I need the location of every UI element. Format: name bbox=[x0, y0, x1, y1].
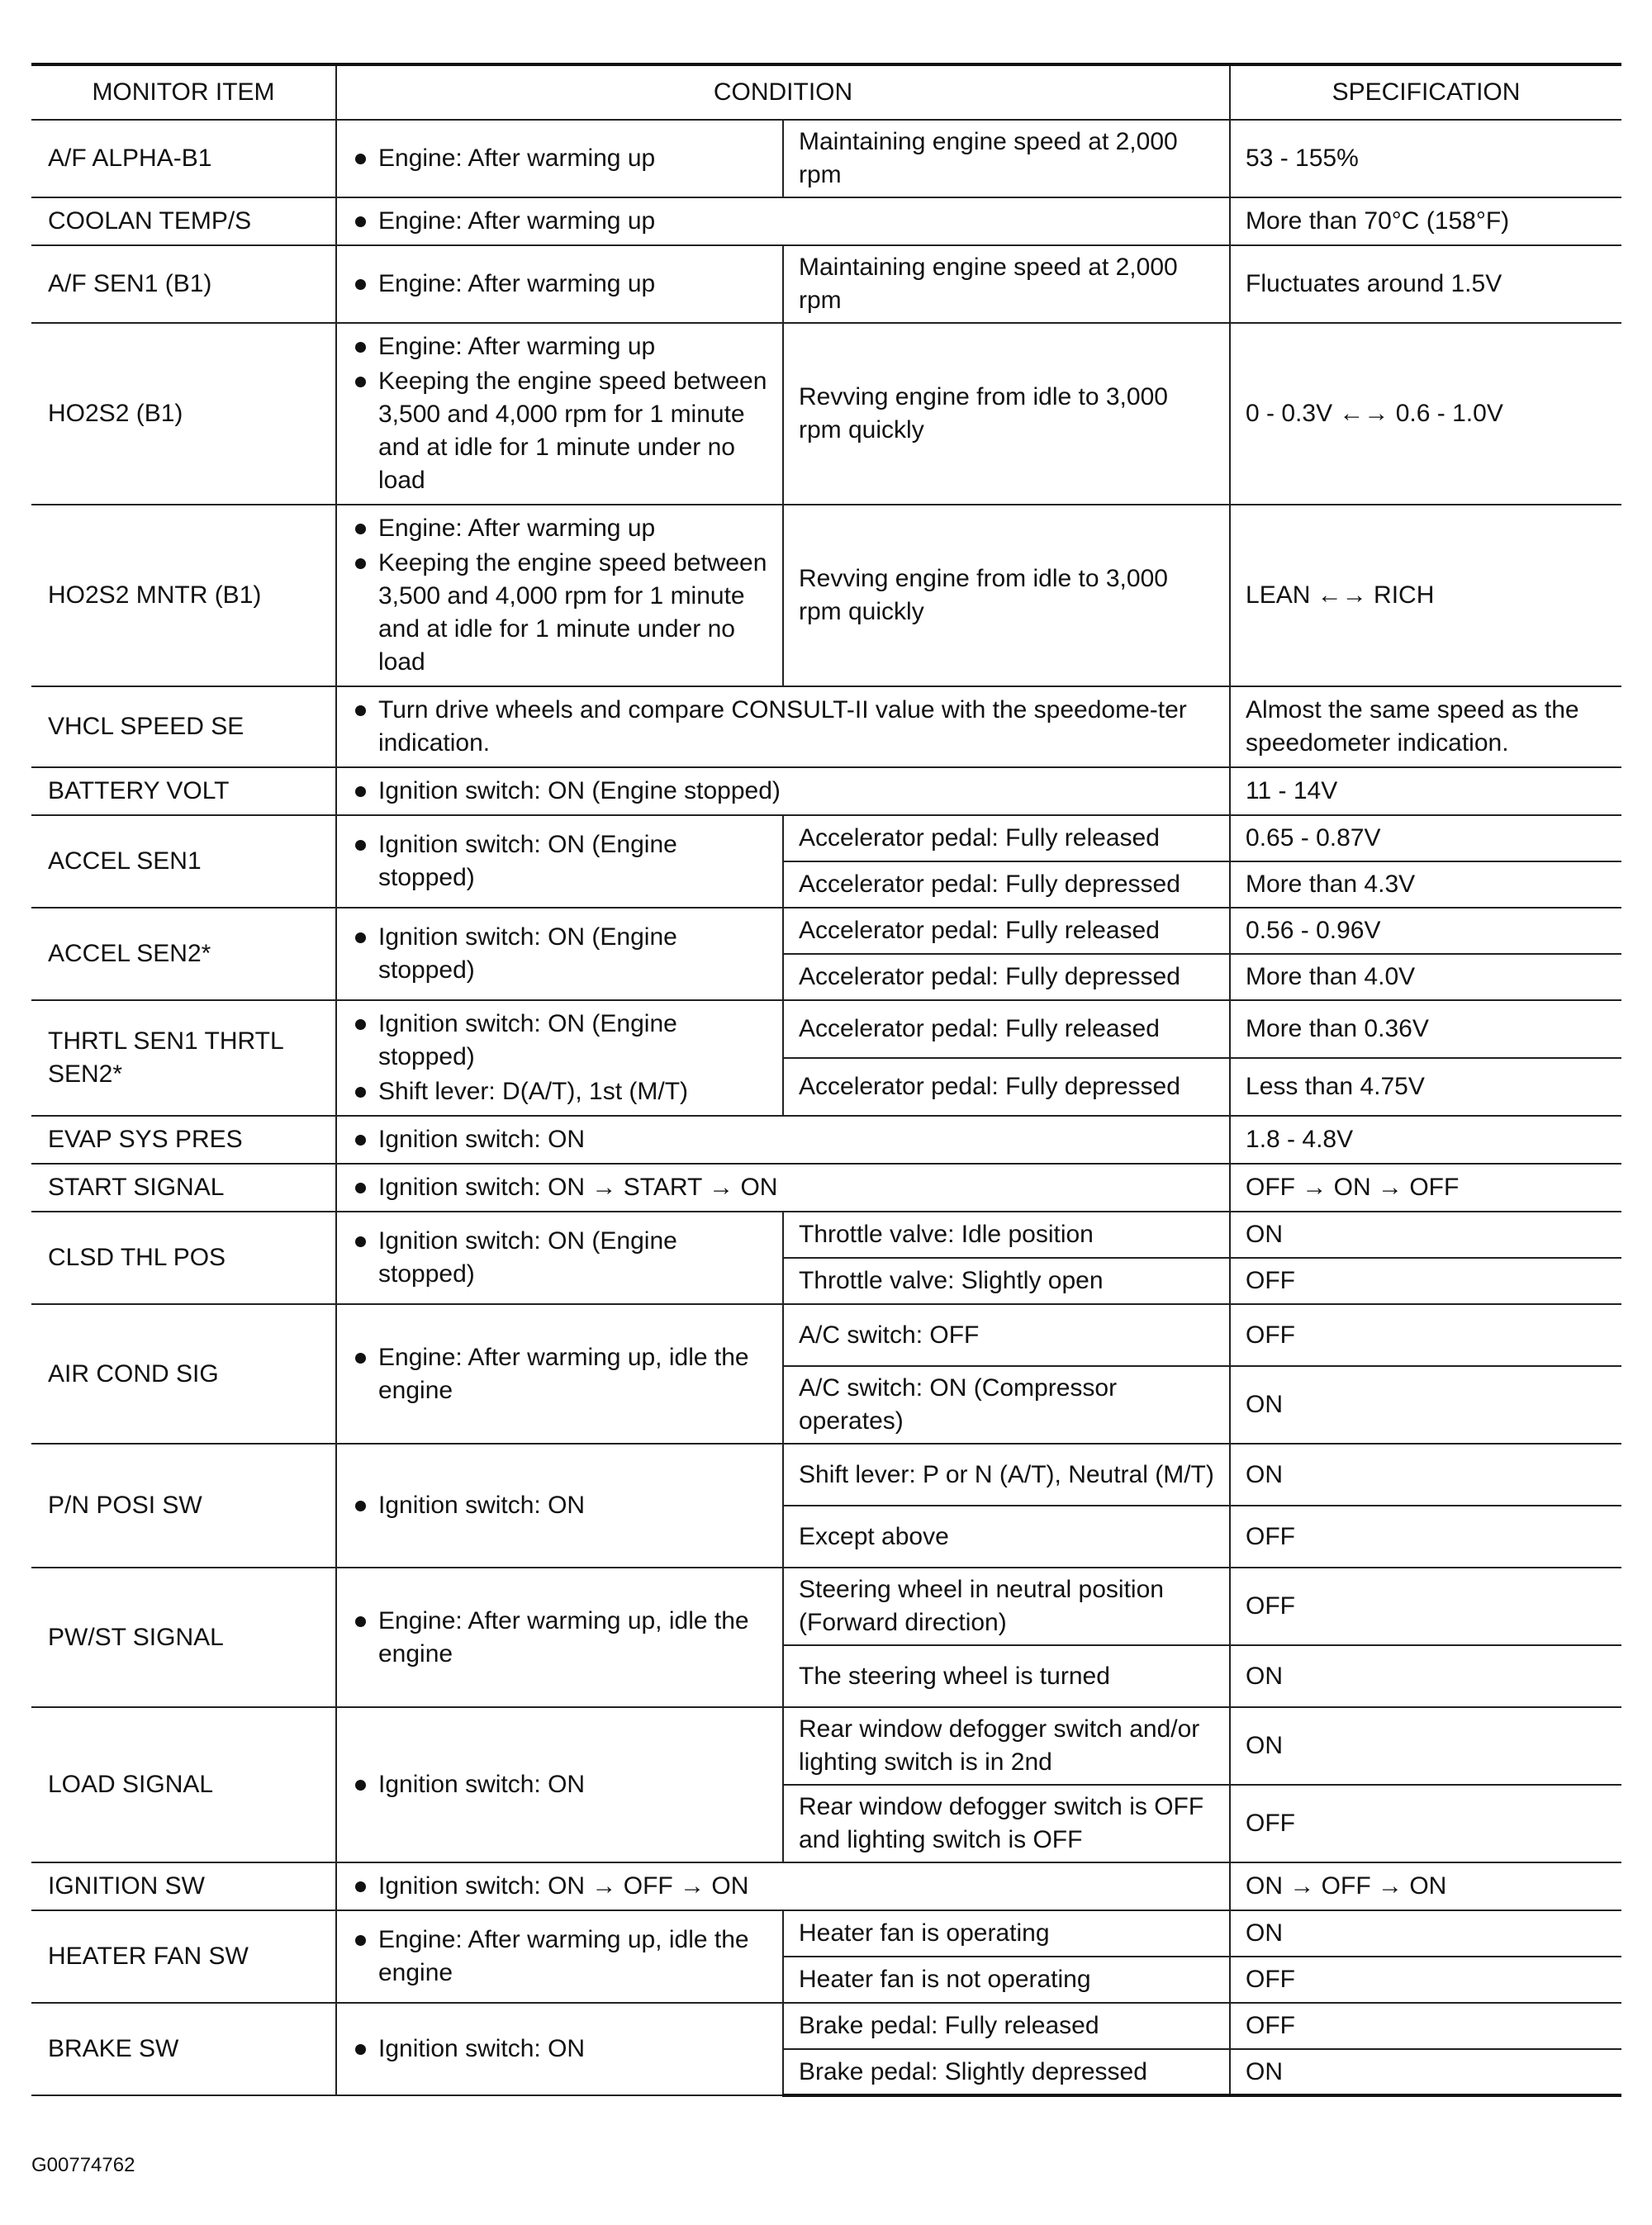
specification-cell: More than 4.3V bbox=[1230, 861, 1621, 908]
specification-cell: ON bbox=[1230, 1366, 1621, 1444]
condition-list bbox=[352, 694, 1214, 760]
monitor-item-cell: START SIGNAL bbox=[31, 1164, 336, 1212]
sub-condition-cell: Revving engine from idle to 3,000 rpm quickly bbox=[783, 323, 1230, 505]
monitor-item-cell: AIR COND SIG bbox=[31, 1304, 336, 1444]
table-row bbox=[31, 1164, 1621, 1212]
sub-condition-cell: Steering wheel in neutral position (Forward direction) bbox=[783, 1568, 1230, 1645]
condition-header: CONDITION bbox=[336, 64, 1230, 120]
specification-cell: LEAN ←→ RICH bbox=[1230, 505, 1621, 686]
condition-item: Keeping the engine speed between 3,500 and 4,000 rpm for 1 minute and at idle for 1 minute under no load bbox=[352, 365, 767, 497]
table-row bbox=[31, 1116, 1621, 1164]
table-row bbox=[31, 120, 1621, 197]
sub-condition-cell: Rear window defogger switch is OFF and lighting switch is OFF bbox=[783, 1785, 1230, 1862]
sub-condition-cell: The steering wheel is turned bbox=[783, 1645, 1230, 1707]
specification-cell: 0.56 - 0.96V bbox=[1230, 908, 1621, 954]
condition-item: Engine: After warming up bbox=[352, 268, 767, 301]
monitor-spec-table bbox=[31, 63, 1621, 2097]
condition-cell bbox=[336, 197, 1230, 245]
sub-condition-cell: Heater fan is operating bbox=[783, 1910, 1230, 1957]
monitor-item-cell: A/F SEN1 (B1) bbox=[31, 245, 336, 323]
condition-item: Ignition switch: ON bbox=[352, 1489, 767, 1522]
condition-list bbox=[352, 330, 767, 497]
monitor-item-cell: CLSD THL POS bbox=[31, 1212, 336, 1304]
specification-cell: Almost the same speed as the speedometer indication. bbox=[1230, 686, 1621, 767]
specification-cell: OFF bbox=[1230, 1506, 1621, 1568]
condition-item: Ignition switch: ON → START → ON bbox=[352, 1171, 1214, 1204]
table-row bbox=[31, 1707, 1621, 1785]
sub-condition-cell: Shift lever: P or N (A/T), Neutral (M/T) bbox=[783, 1444, 1230, 1506]
condition-list bbox=[352, 142, 767, 175]
monitor-item-cell: BRAKE SW bbox=[31, 2003, 336, 2095]
condition-list bbox=[352, 1341, 767, 1407]
condition-item: Ignition switch: ON (Engine stopped) bbox=[352, 1225, 767, 1291]
condition-item: Ignition switch: ON → OFF → ON bbox=[352, 1870, 1214, 1903]
sub-condition-cell: Revving engine from idle to 3,000 rpm quickly bbox=[783, 505, 1230, 686]
specification-cell: More than 0.36V bbox=[1230, 1000, 1621, 1058]
sub-condition-cell: Accelerator pedal: Fully released bbox=[783, 908, 1230, 954]
table-body bbox=[31, 120, 1621, 2095]
condition-list bbox=[352, 1924, 767, 1990]
sub-condition-cell: Heater fan is not operating bbox=[783, 1957, 1230, 2003]
sub-condition-cell: Rear window defogger switch and/or lighting switch is in 2nd bbox=[783, 1707, 1230, 1785]
condition-cell bbox=[336, 908, 783, 1000]
table-row bbox=[31, 767, 1621, 815]
specification-cell: OFF bbox=[1230, 1304, 1621, 1366]
condition-list bbox=[352, 775, 1214, 808]
condition-item: Shift lever: D(A/T), 1st (M/T) bbox=[352, 1075, 767, 1108]
specification-cell: OFF bbox=[1230, 1258, 1621, 1304]
header-row bbox=[31, 64, 1621, 120]
table-row bbox=[31, 505, 1621, 686]
specification-cell: OFF bbox=[1230, 1568, 1621, 1645]
condition-cell bbox=[336, 1304, 783, 1444]
condition-item: Ignition switch: ON (Engine stopped) bbox=[352, 1008, 767, 1074]
monitor-item-cell: HO2S2 MNTR (B1) bbox=[31, 505, 336, 686]
table-row bbox=[31, 245, 1621, 323]
condition-list bbox=[352, 921, 767, 987]
monitor-item-cell: P/N POSI SW bbox=[31, 1444, 336, 1568]
condition-list bbox=[352, 1008, 767, 1108]
specification-cell: OFF bbox=[1230, 1957, 1621, 2003]
condition-list bbox=[352, 828, 767, 894]
condition-cell bbox=[336, 1444, 783, 1568]
condition-cell bbox=[336, 1116, 1230, 1164]
condition-item: Ignition switch: ON (Engine stopped) bbox=[352, 921, 767, 987]
table-row bbox=[31, 1304, 1621, 1366]
table-row bbox=[31, 1212, 1621, 1258]
condition-list bbox=[352, 1605, 767, 1671]
condition-cell bbox=[336, 686, 1230, 767]
condition-cell bbox=[336, 505, 783, 686]
sub-condition-cell: Accelerator pedal: Fully depressed bbox=[783, 861, 1230, 908]
sub-condition-cell: A/C switch: OFF bbox=[783, 1304, 1230, 1366]
table-row bbox=[31, 2003, 1621, 2049]
monitor-item-cell: ACCEL SEN1 bbox=[31, 815, 336, 908]
condition-list bbox=[352, 1171, 1214, 1204]
condition-list bbox=[352, 1870, 1214, 1903]
condition-cell bbox=[336, 323, 783, 505]
specification-cell: ON bbox=[1230, 1444, 1621, 1506]
specification-cell: ON bbox=[1230, 1212, 1621, 1258]
specification-cell: 0 - 0.3V ←→ 0.6 - 1.0V bbox=[1230, 323, 1621, 505]
monitor-item-cell: COOLAN TEMP/S bbox=[31, 197, 336, 245]
condition-item: Ignition switch: ON bbox=[352, 2033, 767, 2066]
table-row bbox=[31, 1444, 1621, 1506]
condition-item: Engine: After warming up, idle the engine bbox=[352, 1924, 767, 1990]
condition-item: Engine: After warming up, idle the engine bbox=[352, 1341, 767, 1407]
condition-item: Engine: After warming up bbox=[352, 512, 767, 545]
condition-item: Engine: After warming up, idle the engine bbox=[352, 1605, 767, 1671]
condition-item: Ignition switch: ON (Engine stopped) bbox=[352, 775, 1214, 808]
specification-cell: Less than 4.75V bbox=[1230, 1058, 1621, 1116]
sub-condition-cell: Maintaining engine speed at 2,000 rpm bbox=[783, 245, 1230, 323]
specification-cell: 0.65 - 0.87V bbox=[1230, 815, 1621, 861]
monitor-item-cell: VHCL SPEED SE bbox=[31, 686, 336, 767]
condition-item: Engine: After warming up bbox=[352, 142, 767, 175]
condition-list bbox=[352, 512, 767, 679]
sub-condition-cell: Throttle valve: Slightly open bbox=[783, 1258, 1230, 1304]
table-row bbox=[31, 908, 1621, 954]
specification-cell: ON bbox=[1230, 2049, 1621, 2095]
specification-cell: ON bbox=[1230, 1910, 1621, 1957]
sub-condition-cell: Accelerator pedal: Fully depressed bbox=[783, 1058, 1230, 1116]
condition-list bbox=[352, 205, 1214, 238]
condition-list bbox=[352, 1123, 1214, 1156]
monitor-item-cell: IGNITION SW bbox=[31, 1862, 336, 1910]
sub-condition-cell: Throttle valve: Idle position bbox=[783, 1212, 1230, 1258]
condition-list bbox=[352, 1489, 767, 1522]
monitor-item-cell: BATTERY VOLT bbox=[31, 767, 336, 815]
monitor-item-cell: EVAP SYS PRES bbox=[31, 1116, 336, 1164]
sub-condition-cell: Except above bbox=[783, 1506, 1230, 1568]
sub-condition-cell: A/C switch: ON (Compressor operates) bbox=[783, 1366, 1230, 1444]
condition-item: Ignition switch: ON bbox=[352, 1123, 1214, 1156]
specification-cell: OFF bbox=[1230, 2003, 1621, 2049]
monitor-item-cell: THRTL SEN1 THRTL SEN2* bbox=[31, 1000, 336, 1116]
sub-condition-cell: Accelerator pedal: Fully released bbox=[783, 815, 1230, 861]
condition-item: Ignition switch: ON bbox=[352, 1768, 767, 1801]
condition-list bbox=[352, 268, 767, 301]
condition-list bbox=[352, 1225, 767, 1291]
sub-condition-cell: Accelerator pedal: Fully depressed bbox=[783, 954, 1230, 1000]
condition-item: Keeping the engine speed between 3,500 and 4,000 rpm for 1 minute and at idle for 1 minute under no load bbox=[352, 547, 767, 679]
monitor-item-cell: LOAD SIGNAL bbox=[31, 1707, 336, 1862]
specification-cell: ON bbox=[1230, 1645, 1621, 1707]
condition-list bbox=[352, 2033, 767, 2066]
condition-item: Engine: After warming up bbox=[352, 330, 767, 363]
specification-cell: 1.8 - 4.8V bbox=[1230, 1116, 1621, 1164]
condition-cell bbox=[336, 120, 783, 197]
condition-item: Ignition switch: ON (Engine stopped) bbox=[352, 828, 767, 894]
specification-cell: OFF bbox=[1230, 1785, 1621, 1862]
monitor-item-header: MONITOR ITEM bbox=[31, 64, 336, 120]
condition-cell bbox=[336, 1862, 1230, 1910]
table-row bbox=[31, 1862, 1621, 1910]
table-row bbox=[31, 686, 1621, 767]
sub-condition-cell: Accelerator pedal: Fully released bbox=[783, 1000, 1230, 1058]
specification-cell: 53 - 155% bbox=[1230, 120, 1621, 197]
condition-cell bbox=[336, 1707, 783, 1862]
specification-cell: ON bbox=[1230, 1707, 1621, 1785]
condition-list bbox=[352, 1768, 767, 1801]
monitor-item-cell: ACCEL SEN2* bbox=[31, 908, 336, 1000]
condition-cell bbox=[336, 245, 783, 323]
monitor-item-cell: PW/ST SIGNAL bbox=[31, 1568, 336, 1707]
monitor-item-cell: HEATER FAN SW bbox=[31, 1910, 336, 2003]
condition-cell bbox=[336, 1212, 783, 1304]
table-row bbox=[31, 323, 1621, 505]
condition-cell bbox=[336, 1164, 1230, 1212]
specification-cell: ON → OFF → ON bbox=[1230, 1862, 1621, 1910]
condition-cell bbox=[336, 767, 1230, 815]
specification-cell: More than 4.0V bbox=[1230, 954, 1621, 1000]
condition-cell bbox=[336, 1910, 783, 2003]
specification-header: SPECIFICATION bbox=[1230, 64, 1621, 120]
monitor-item-cell: HO2S2 (B1) bbox=[31, 323, 336, 505]
monitor-item-cell: A/F ALPHA-B1 bbox=[31, 120, 336, 197]
document-code: G00774762 bbox=[31, 2154, 135, 2176]
table-row bbox=[31, 1000, 1621, 1058]
condition-cell bbox=[336, 2003, 783, 2095]
table-row bbox=[31, 197, 1621, 245]
specification-cell: More than 70°C (158°F) bbox=[1230, 197, 1621, 245]
condition-cell bbox=[336, 1000, 783, 1116]
condition-cell bbox=[336, 815, 783, 908]
condition-item: Engine: After warming up bbox=[352, 205, 1214, 238]
specification-cell: 11 - 14V bbox=[1230, 767, 1621, 815]
sub-condition-cell: Maintaining engine speed at 2,000 rpm bbox=[783, 120, 1230, 197]
sub-condition-cell: Brake pedal: Fully released bbox=[783, 2003, 1230, 2049]
table-row bbox=[31, 1568, 1621, 1645]
sub-condition-cell: Brake pedal: Slightly depressed bbox=[783, 2049, 1230, 2095]
table-row bbox=[31, 815, 1621, 861]
specification-cell: OFF → ON → OFF bbox=[1230, 1164, 1621, 1212]
condition-item: Turn drive wheels and compare CONSULT-II value with the speedome-ter indication. bbox=[352, 694, 1214, 760]
condition-cell bbox=[336, 1568, 783, 1707]
table-row bbox=[31, 1910, 1621, 1957]
specification-cell: Fluctuates around 1.5V bbox=[1230, 245, 1621, 323]
